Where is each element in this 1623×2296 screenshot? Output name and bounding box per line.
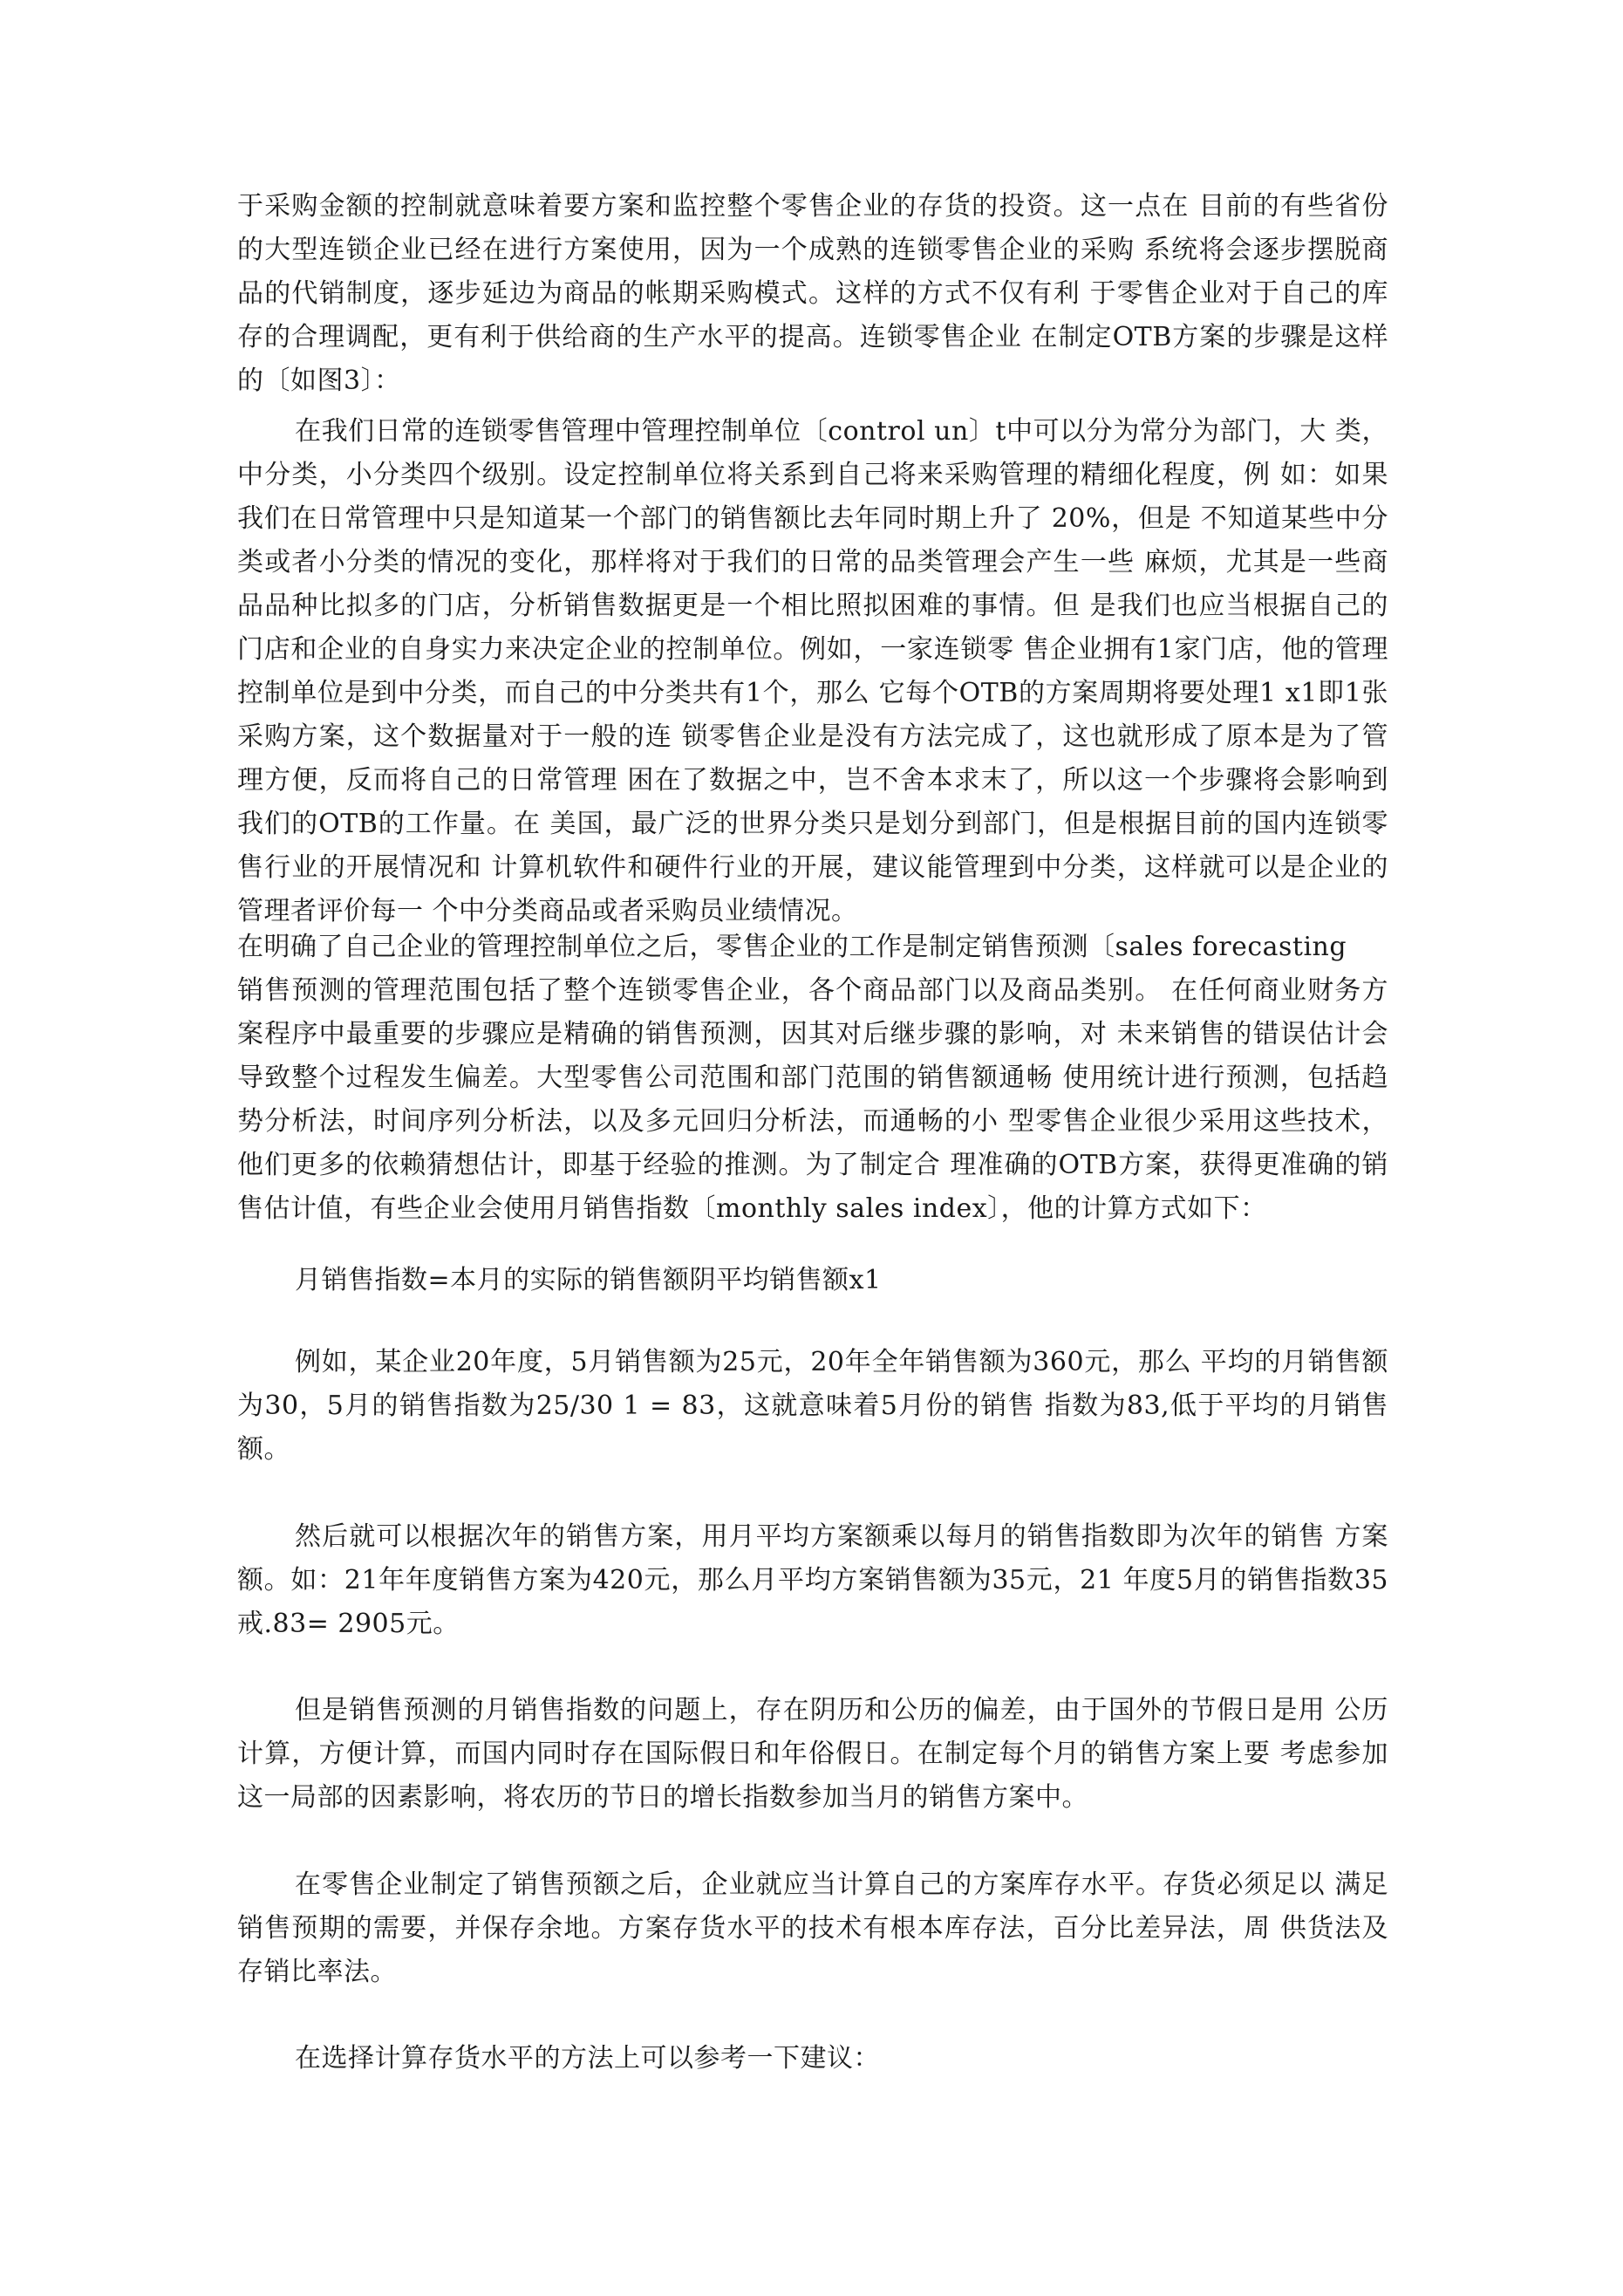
paragraph-sales-forecast: 销售预测的管理范围包括了整个连锁零售企业，各个商品部门以及商品类别。 在任何商业财务方案程序中最重要的步骤应是精确的销售预测，因其对后继步骤的影响，对 未来销售的错误估计会导致整个过程发生偏差。大型零售公司范围和部门范围的销售额通畅 使用统计进行预测，包括趋势分析法，时间序列分析法，以及多元回归分析法，而通畅的小 型零售企业很少采用这些技术，他们更多的依赖猜想估计，即基于经验的推测。为了制定合 理准确的OTB方案，获得更准确的销售估计值，有些企业会使用月销售指数〔monthly sales index〕，他的计算方式如下： [237, 975, 1388, 1224]
paragraph-control-unit: 在我们日常的连锁零售管理中管理控制单位〔control un〕t中可以分为常分为部门，大 类，中分类，小分类四个级别。设定控制单位将关系到自己将来采购管理的精细化程度，例 如：如果我们在日常管理中只是知道某一个部门的销售额比去年同时期上升了 20%，但是 不知道某些中分类或者小分类的情况的变化，那样将对于我们的日常的品类管理会产生一些 麻烦，尤其是一些商品品种比拟多的门店，分析销售数据更是一个相比照拟困难的事情。但 是我们也应当根据自己的门店和企业的自身实力来决定企业的控制单位。例如，一家连锁零 售企业拥有1家门店，他的管理控制单位是到中分类，而自己的中分类共有1个，那么 它每个OTB的方案周期将要处理1 x1即1张采购方案，这个数据量对于一般的连 锁零售企业是没有方法完成了，这也就形成了原本是为了管理方便，反而将自己的日常管理 困在了数据之中，岂不舍本求末了，所以这一个步骤将会影响到我们的OTB的工作量。在 美国，最广泛的世界分类只是划分到部门，但是根据目前的国内连锁零售行业的开展情况和 计算机软件和硬件行业的开展，建议能管理到中分类，这样就可以是企业的管理者评价每一 个中分类商品或者采购员业绩情况。 [237, 416, 1388, 926]
paragraph-lunar-calendar: 但是销售预测的月销售指数的问题上，存在阴历和公历的偏差，由于国外的节假日是用 公历计算，方便计算，而国内同时存在国际假日和年俗假日。在制定每个月的销售方案上要 考虑参加这一局部的因素影响，将农历的节日的增长指数参加当月的销售方案中。 [237, 1695, 1388, 1813]
paragraph-formula: 月销售指数=本月的实际的销售额阴平均销售额x1 [295, 1265, 882, 1295]
paragraph-sales-forecast-lead: 在明确了自己企业的管理控制单位之后，零售企业的工作是制定销售预测〔sales forecasting [237, 932, 1347, 962]
paragraph-next-year-plan: 然后就可以根据次年的销售方案，用月平均方案额乘以每月的销售指数即为次年的销售 方案额。如：21年年度销售方案为420元，那么月平均方案销售额为35元，21 年度5月的销售指数35戒.83= 2905元。 [237, 1521, 1388, 1639]
paragraph-inventory-level: 在零售企业制定了销售预额之后，企业就应当计算自己的方案库存水平。存货必须足以 满足销售预期的需要，并保存余地。方案存货水平的技术有根本库存法，百分比差异法，周 供货法及存销比率法。 [237, 1869, 1388, 1987]
paragraph-method-advice: 在选择计算存货水平的方法上可以参考一下建议： [295, 2043, 880, 2074]
paragraph-example: 例如，某企业20年度，5月销售额为25元，20年全年销售额为360元，那么 平均的月销售额为30，5月的销售指数为25/30 1 = 83，这就意味着5月份的销售 指数为83,低于平均的月销售额。 [237, 1347, 1388, 1465]
paragraph-otb-intro: 于采购金额的控制就意味着要方案和监控整个零售企业的存货的投资。这一点在 目前的有些省份的大型连锁企业已经在进行方案使用，因为一个成熟的连锁零售企业的采购 系统将会逐步摆脱商品的代销制度，逐步延边为商品的帐期采购模式。这样的方式不仅有利 于零售企业对于自己的库存的合理调配，更有利于供给商的生产水平的提高。连锁零售企业 在制定OTB方案的步骤是这样的〔如图3〕： [237, 191, 1388, 396]
